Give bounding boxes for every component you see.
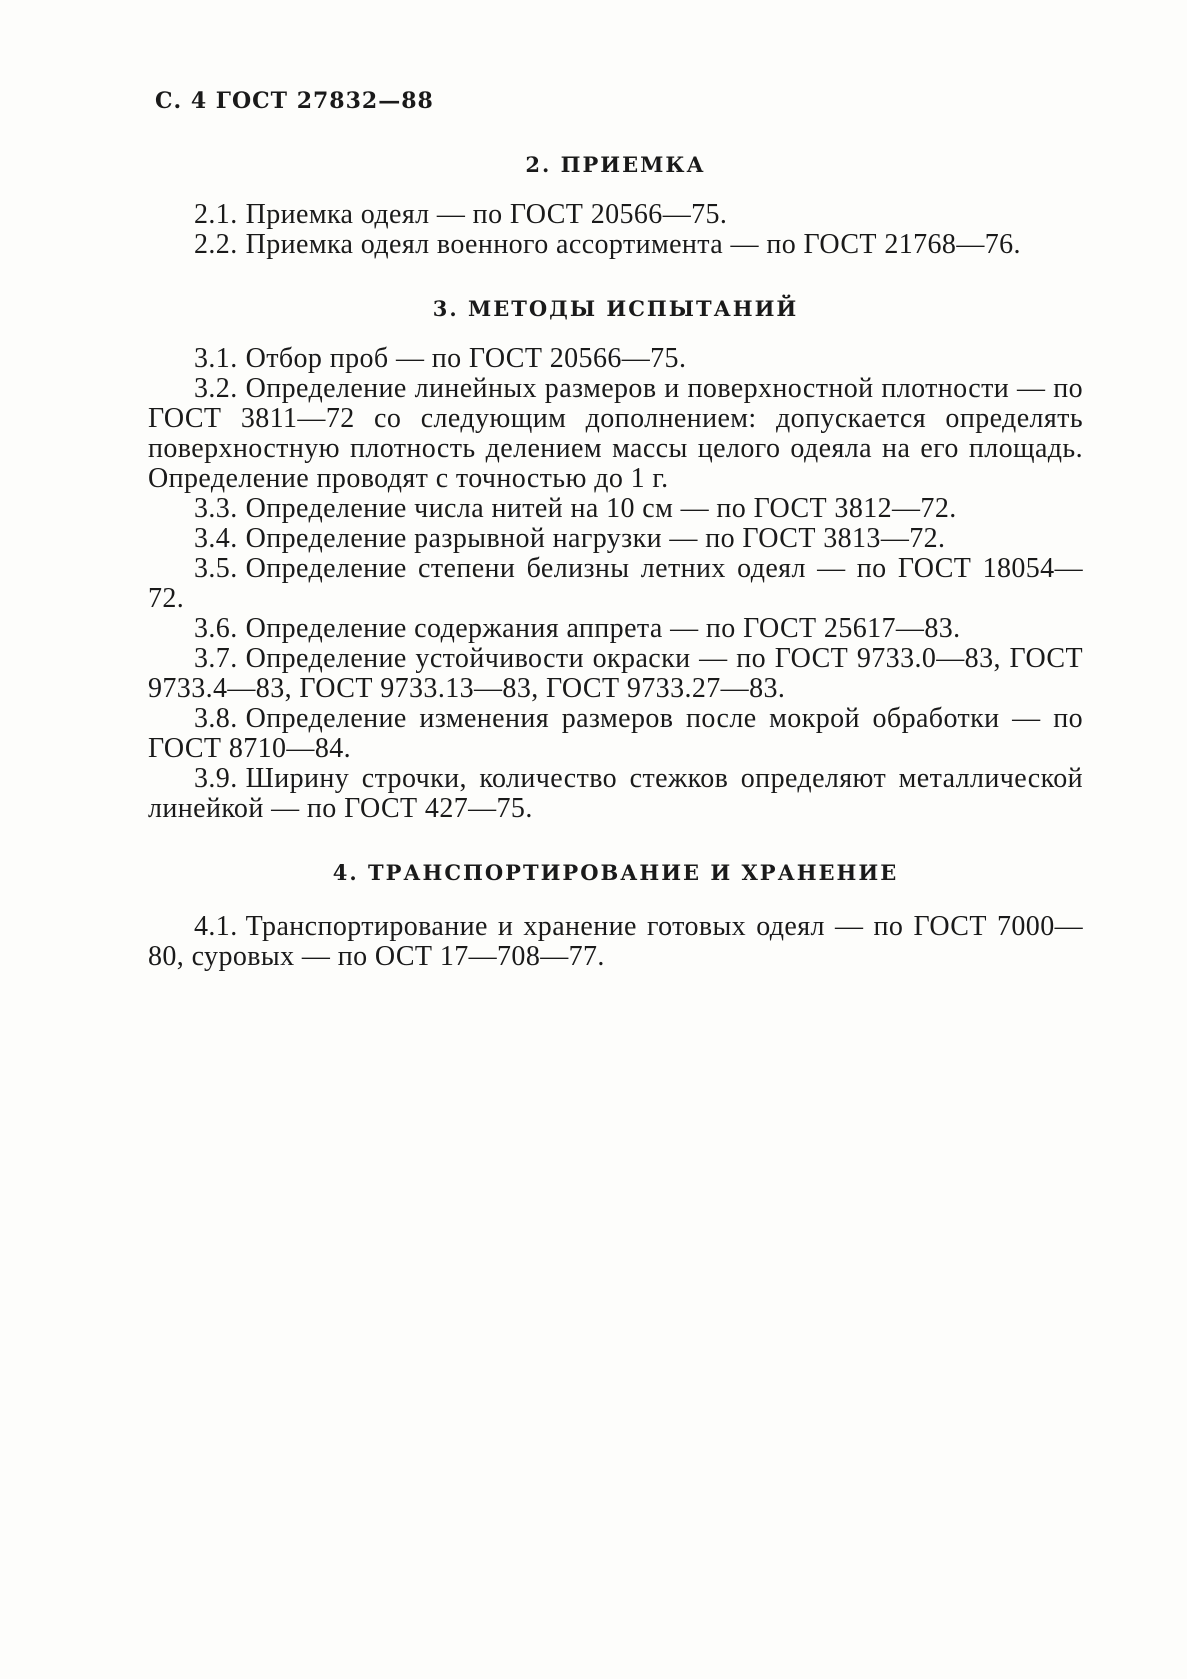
paragraph-text: Определение изменения размеров после мокрой обработки — по ГОСТ 8710—84. (148, 703, 1083, 764)
paragraph-number: 3.3. (194, 493, 238, 524)
running-head: С. 4 ГОСТ 27832—88 (155, 88, 434, 114)
paragraph (148, 230, 1083, 260)
paragraph-number: 3.6. (194, 613, 238, 644)
paragraph (148, 374, 1083, 494)
paragraph (148, 644, 1083, 704)
paragraph (148, 554, 1083, 614)
paragraph-number: 3.9. (194, 763, 238, 794)
paragraph-text: Определение разрывной нагрузки — по ГОСТ 3813—72. (245, 523, 946, 554)
paragraph-number: 2.1. (194, 199, 238, 230)
paragraph-number: 3.7. (194, 643, 238, 674)
section-title: 3. МЕТОДЫ ИСПЫТАНИЙ (432, 296, 799, 321)
section-test-methods (148, 294, 1083, 824)
paragraph-number: 3.2. (194, 373, 238, 404)
paragraph (148, 494, 1083, 524)
paragraph-text: Транспортирование и хранение готовых одеял — по ГОСТ 7000—80, суровых — по ОСТ 17—708—77. (148, 911, 1083, 972)
paragraph-text: Определение линейных размеров и поверхностной плотности — по ГОСТ 3811—72 со следующим дополнением: допускается определять поверхностную плотность делением массы целого одеяла на его площадь. Определение проводят с точностью до 1 г. (148, 373, 1083, 494)
paragraph-number: 3.4. (194, 523, 238, 554)
document-body (148, 150, 1083, 972)
paragraph (148, 524, 1083, 554)
paragraph-number: 3.5. (194, 553, 238, 584)
paragraph-text: Отбор проб — по ГОСТ 20566—75. (245, 343, 687, 374)
paragraph-text: Определение степени белизны летних одеял — по ГОСТ 18054—72. (148, 553, 1083, 614)
paragraph (148, 704, 1083, 764)
paragraph-text: Определение устойчивости окраски — по ГОСТ 9733.0—83, ГОСТ 9733.4—83, ГОСТ 9733.13—83, ГОСТ 9733.27—83. (148, 643, 1083, 704)
paragraph (148, 614, 1083, 644)
section-title: 2. ПРИЕМКА (525, 152, 706, 177)
paragraph (148, 764, 1083, 824)
section-acceptance (148, 150, 1083, 260)
paragraph-text: Приемка одеял военного ассортимента — по ГОСТ 21768—76. (245, 229, 1021, 260)
paragraph-number: 3.1. (194, 343, 238, 374)
section-title: 4. ТРАНСПОРТИРОВАНИЕ И ХРАНЕНИЕ (332, 860, 899, 885)
paragraph (148, 912, 1083, 972)
paragraph-text: Определение числа нитей на 10 см — по ГОСТ 3812—72. (245, 493, 957, 524)
paragraph-number: 3.8. (194, 703, 238, 734)
paragraph (148, 344, 1083, 374)
paragraph-number: 4.1. (194, 911, 238, 942)
paragraph-number: 2.2. (194, 229, 238, 260)
section-transport-storage (148, 858, 1083, 972)
paragraph (148, 200, 1083, 230)
paragraph-text: Приемка одеял — по ГОСТ 20566—75. (245, 199, 728, 230)
paragraph-text: Ширину строчки, количество стежков определяют металлической линейкой — по ГОСТ 427—75. (148, 763, 1083, 824)
paragraph-text: Определение содержания аппрета — по ГОСТ 25617—83. (245, 613, 961, 644)
